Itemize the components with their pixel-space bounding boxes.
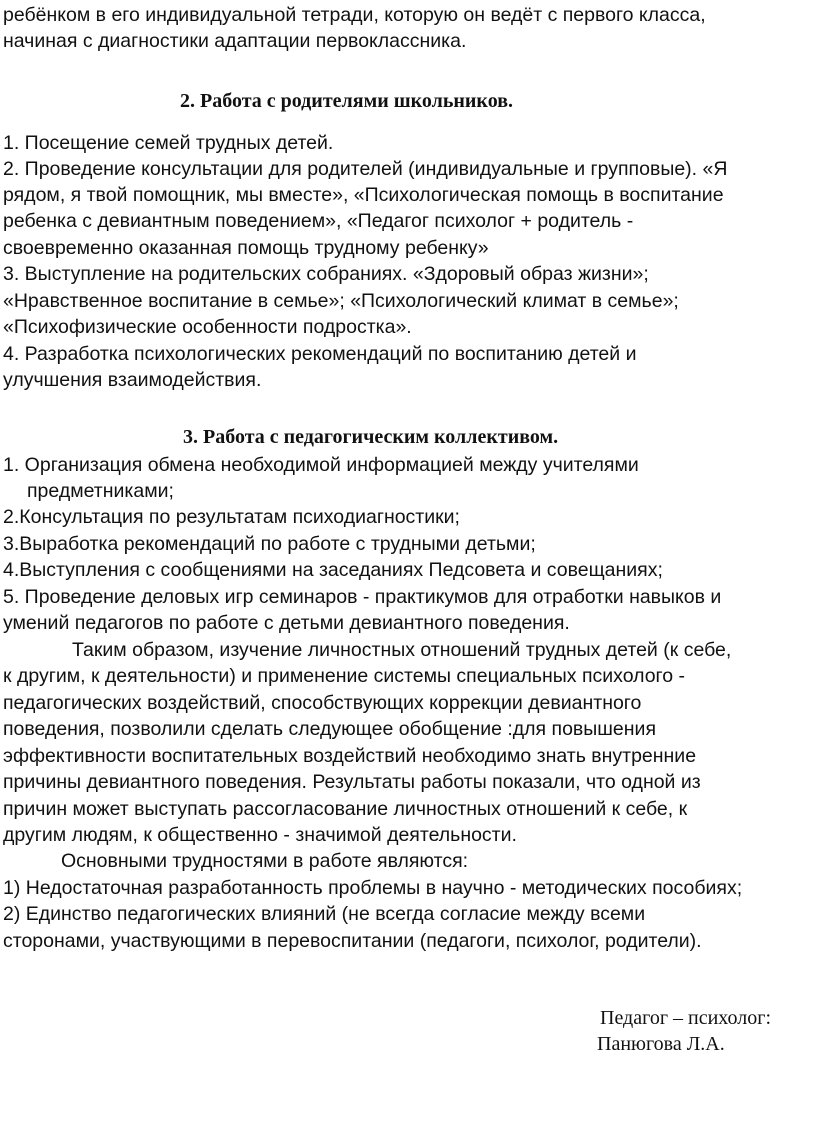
section2-line-9: 4. Разработка психологических рекомендаций по воспитанию детей и — [3, 343, 637, 365]
section3-line-4: 3.Выработка рекомендаций по работе с трудными детьми; — [3, 533, 536, 555]
conclusion-line-12: сторонами, участвующими в перевоспитании (педагоги, психолог, родители). — [3, 930, 702, 952]
conclusion-line-6: причины девиантного поведения. Результаты работы показали, что одной из — [3, 771, 701, 793]
section3-line-2: предметниками; — [27, 480, 174, 502]
intro-line-2: начиная с диагностики адаптации первоклассника. — [3, 30, 467, 52]
section2-line-5: своевременно оказанная помощь трудному ребенку» — [3, 237, 489, 259]
section2-line-7: «Нравственное воспитание в семье»; «Психологический климат в семье»; — [3, 290, 679, 312]
section2-heading: 2. Работа с родителями школьников. — [180, 90, 513, 112]
conclusion-line-1: Таким образом, изучение личностных отношений трудных детей (к себе, — [72, 639, 732, 661]
conclusion-line-7: причин может выступать рассогласование личностных отношений к себе, к — [3, 798, 688, 820]
conclusion-line-5: эффективности воспитательных воздействий необходимо знать внутренние — [3, 745, 697, 767]
conclusion-line-4: поведения, позволили сделать следующее обобщение :для повышения — [3, 718, 657, 740]
section2-line-2: 2. Проведение консультации для родителей (индивидуальные и групповые). «Я — [3, 158, 728, 180]
conclusion-line-8: другим людям, к общественно - значимой деятельности. — [3, 824, 517, 846]
section3-line-7: умений педагогов по работе с детьми девиантного поведения. — [3, 612, 570, 634]
section2-line-1: 1. Посещение семей трудных детей. — [3, 132, 334, 154]
conclusion-line-3: педагогических воздействий, способствующих коррекции девиантного — [3, 692, 642, 714]
conclusion-line-9: Основными трудностями в работе являются: — [61, 850, 469, 872]
signature-name: Панюгова Л.А. — [597, 1033, 725, 1055]
section2-line-3: рядом, я твой помощник, мы вместе», «Психологическая помощь в воспитание — [3, 184, 724, 206]
section2-line-10: улучшения взаимодействия. — [3, 369, 262, 391]
section2-line-6: 3. Выступление на родительских собраниях. «Здоровый образ жизни»; — [3, 263, 649, 285]
section2-line-8: «Психофизические особенности подростка». — [3, 316, 412, 338]
signature-role: Педагог – психолог: — [600, 1007, 772, 1029]
section2-line-4: ребенка с девиантным поведением», «Педагог психолог + родитель - — [3, 210, 634, 232]
conclusion-line-10: 1) Недостаточная разработанность проблемы в научно - методических пособиях; — [3, 877, 743, 899]
section3-heading: 3. Работа с педагогическим коллективом. — [183, 426, 559, 448]
section3-line-5: 4.Выступления с сообщениями на заседаниях Педсовета и совещаниях; — [3, 559, 663, 581]
section3-line-6: 5. Проведение деловых игр семинаров - практикумов для отработки навыков и — [3, 586, 722, 608]
section3-line-3: 2.Консультация по результатам психодиагностики; — [3, 506, 460, 528]
conclusion-line-11: 2) Единство педагогических влияний (не всегда согласие между всеми — [3, 903, 646, 925]
conclusion-line-2: к другим, к деятельности) и применение системы специальных психолого - — [3, 665, 685, 687]
section3-line-1: 1. Организация обмена необходимой информацией между учителями — [3, 454, 639, 476]
intro-line-1: ребёнком в его индивидуальной тетради, которую он ведёт с первого класса, — [3, 4, 706, 26]
